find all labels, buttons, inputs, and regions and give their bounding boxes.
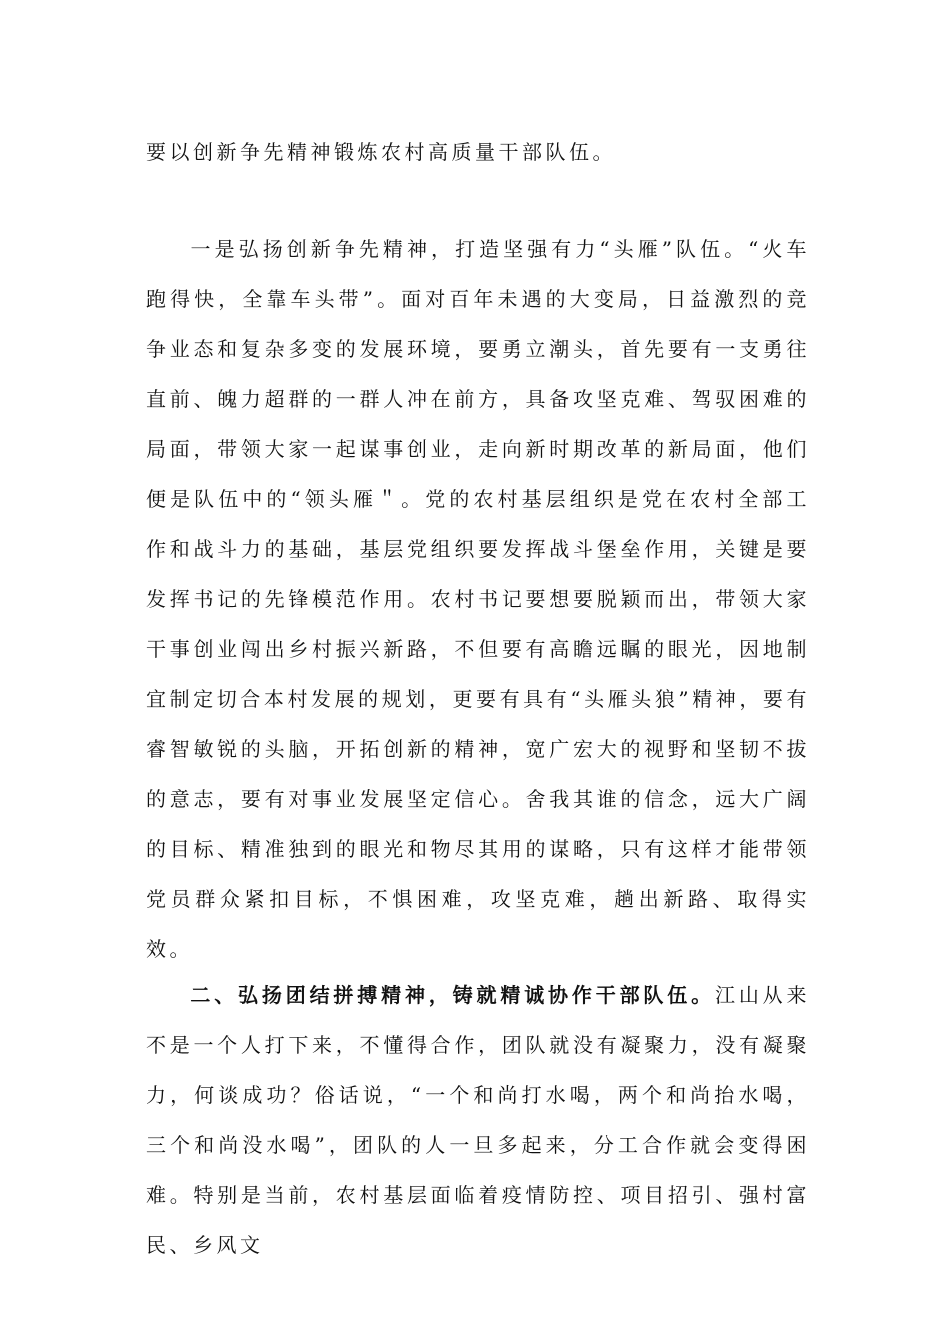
paragraph-text: 江山从来不是一个人打下来，不懂得合作，团队就没有凝聚力，没有凝聚力，何谈成功？俗话说，“一个和尚打水喝，两个和尚抬水喝，三个和尚没水喝”，团队的人一旦多起来，分工合作就会变得困难。特别是当前，农村基层面临着疫情防控、项目招引、强村富民、乡风文	[146, 983, 811, 1257]
paragraph-text: 要以创新争先精神锻炼农村高质量干部队伍。	[146, 140, 616, 164]
paragraph-continuation	[146, 127, 810, 177]
paragraph-second-point	[146, 970, 810, 1270]
paragraph-first-point	[146, 224, 810, 974]
paragraph-text: 一是弘扬创新争先精神，打造坚强有力“头雁”队伍。“火车跑得快，全靠车头带”。面对百年未遇的大变局，日益激烈的竞争业态和复杂多变的发展环境，要勇立潮头，首先要有一支勇往直前、魄力超群的一群人冲在前方，具备攻坚克难、驾驭困难的局面，带领大家一起谋事创业，走向新时期改革的新局面，他们便是队伍中的“领头雁＂。党的农村基层组织是党在农村全部工作和战斗力的基础，基层党组织要发挥战斗堡垒作用，关键是要发挥书记的先锋模范作用。农村书记要想要脱颖而出，带领大家干事创业闯出乡村振兴新路，不但要有高瞻远瞩的眼光，因地制宜制定切合本村发展的规划，更要有具有“头雁头狼”精神，要有睿智敏锐的头脑，开拓创新的精神，宽广宏大的视野和坚韧不拔的意志，要有对事业发展坚定信心。舍我其谁的信念，远大广阔的目标、精准独到的眼光和物尽其用的谋略，只有这样才能带领党员群众紧扣目标，不惧困难，攻坚克难，趟出新路、取得实效。	[146, 237, 810, 961]
paragraph-heading: 二、弘扬团结拼搏精神，铸就精诚协作干部队伍。	[190, 983, 715, 1007]
